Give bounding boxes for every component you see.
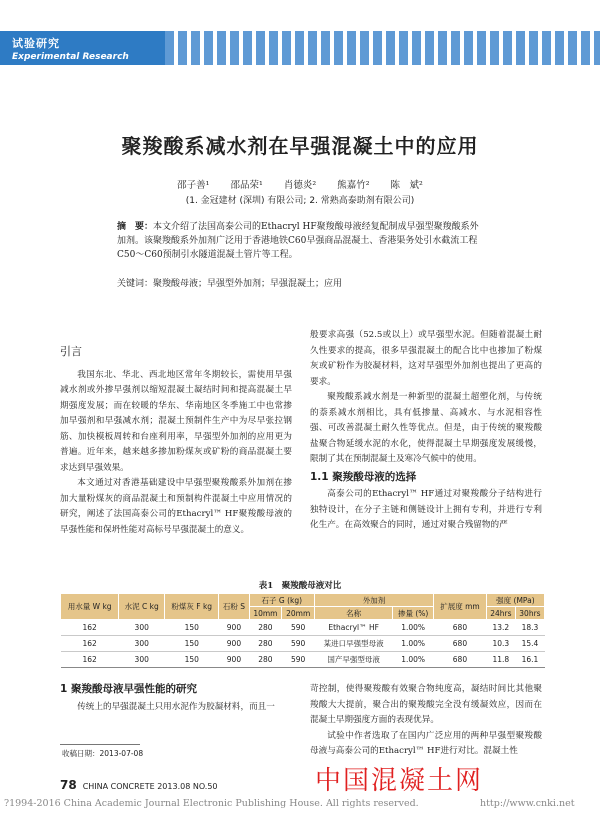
col-header: 用水量 W kg <box>61 594 119 620</box>
cell: 1.00% <box>393 620 434 636</box>
section-label-cn: 试验研究 <box>12 37 60 50</box>
cell: 590 <box>282 636 315 652</box>
keywords-label: 关键词： <box>117 279 154 289</box>
cell: 10.3 <box>486 636 515 652</box>
paragraph: 我国东北、华北、西北地区常年冬期较长，需使用早强减水剂或外掺早强剂以缩短混凝土凝结时间和提高混凝土早期强度发展；而在较暖的华东、华南地区冬季施工中也常掺加早强剂和早强减水剂；混凝土预制件生产中为尽早张拉钢筋、加快模板周转和台座利用率，早强型外加剂的应用更为普遍。近年来，越来越多掺加粉煤灰或矿粉的商品混凝土要求达到早强效果。 <box>60 369 292 473</box>
cell: 11.8 <box>486 652 515 668</box>
page-number: 78 <box>60 778 77 792</box>
cell: 300 <box>119 636 165 652</box>
copyright-url: http://www.cnki.net <box>480 798 575 809</box>
site-watermark: 中国混凝土网 <box>315 766 484 796</box>
paragraph: 本文通过对香港基础建设中早强型聚羧酸系外加剂在掺加大量粉煤灰的商品混凝土和预制构件混凝土中应用情况的研究，阐述了法国高泰公司的Ethacryl™ HF聚羧酸母液的早强性能和保坍性能对高标号早强混凝土的意义。 <box>60 478 292 535</box>
cell: 900 <box>219 620 249 636</box>
journal-info: CHINA CONCRETE 2013.08 NO.50 <box>82 782 218 791</box>
col-subheader: 30hrs <box>515 607 544 620</box>
table-row <box>61 652 545 668</box>
section-label-en: Experimental Research <box>12 52 129 62</box>
section-heading-1: 1 聚羧酸母液早强性能的研究 <box>60 683 197 695</box>
col-subheader: 10mm <box>249 607 282 620</box>
keywords <box>117 276 487 289</box>
abstract-text: 本文介绍了法国高泰公司的Ethacryl HF聚羧酸母液经复配制成早强型聚羧酸系外加剂。该聚羧酸系外加剂广泛用于香港地铁C60早强商品混凝土、香港渠务处引水截流工程C50～C60预制引水隧道混凝土管片等工程。 <box>117 222 479 260</box>
right-column <box>310 328 542 534</box>
paragraph: 试验中作者选取了在国内广泛应用的两种早强型聚羧酸母液与高泰公司的Ethacryl™ HF进行对比。混凝土性 <box>310 730 542 756</box>
cell: 162 <box>61 652 119 668</box>
paragraph: 苛控制，使得聚羧酸有效聚合物纯度高，凝结时间比其他聚羧酸大大提前，聚合出的聚羧酸完全没有缓凝效应，因而在混凝土早期强度方面的表现优异。 <box>310 684 542 725</box>
table-caption: 表1 聚羧酸母液对比 <box>258 581 342 591</box>
paper-title: 聚羧酸系减水剂在早强混凝土中的应用 <box>121 134 479 158</box>
col-subheader: 掺量 (%) <box>393 607 434 620</box>
paragraph: 传统上的早强混凝土只用水泥作为胶凝材料，而且一 <box>77 701 275 712</box>
copyright-notice: ?1994-2016 China Academic Journal Electronic Publishing House. All rights reserved. <box>4 798 419 809</box>
cell: 18.3 <box>515 620 544 636</box>
cell: 680 <box>434 620 487 636</box>
table-row <box>61 620 545 636</box>
col-subheader: 20mm <box>282 607 315 620</box>
col-header: 扩展度 mm <box>434 594 487 620</box>
cell: 900 <box>219 652 249 668</box>
cell: 162 <box>61 620 119 636</box>
col-subheader: 名称 <box>315 607 393 620</box>
abstract-label: 摘 要： <box>117 222 154 232</box>
cell: 680 <box>434 652 487 668</box>
author: 熊嘉竹² <box>337 180 370 191</box>
col-header: 外加剂 <box>315 594 434 607</box>
paragraph: 般要求高强（52.5或以上）或早强型水泥。但随着混凝土耐久性要求的提高，很多早强混凝土的配合比中也掺加了粉煤灰或矿粉作为胶凝材料，这对早强型外加剂也提出了更高的要求。 <box>310 330 542 387</box>
col-header: 强度 (MPa) <box>486 594 544 607</box>
col-header: 粉煤灰 F kg <box>165 594 219 620</box>
mix-comparison-table <box>60 593 545 668</box>
col-header: 石子 G (kg) <box>249 594 315 607</box>
right-column-lower <box>310 682 542 760</box>
cell: 150 <box>165 620 219 636</box>
page-footer <box>60 778 218 792</box>
cell: 162 <box>61 636 119 652</box>
cell: 国产早强型母液 <box>315 652 393 668</box>
abstract <box>117 220 487 262</box>
cell: 1.00% <box>393 652 434 668</box>
cell: 300 <box>119 620 165 636</box>
cell: 16.1 <box>515 652 544 668</box>
paragraph: 高泰公司的Ethacryl™ HF通过对聚羧酸分子结构进行独特设计，在分子主链和侧链设计上拥有专利，并进行专利化生产。在高效聚合的同时，通过对聚合残留物的严 <box>310 489 542 530</box>
author: 肖德炎² <box>283 180 317 191</box>
cell: 1.00% <box>393 636 434 652</box>
author: 邵子善¹ <box>177 180 210 191</box>
author: 陈 斌² <box>390 180 423 191</box>
cell: 680 <box>434 636 487 652</box>
left-column-lower <box>60 680 292 715</box>
col-header: 石粉 S <box>219 594 249 620</box>
cell: 150 <box>165 652 219 668</box>
paragraph: 聚羧酸系减水剂是一种新型的混凝土超塑化剂，与传统的萘系减水剂相比，具有低掺量、高减水、与水泥相容性强、可改善混凝土耐久性等优点。但是，由于传统的聚羧酸盐聚合物延缓水泥的水化，使得混凝土早期强度发展缓慢，限制了其在预制混凝土及寒冷气候中的使用。 <box>310 392 542 464</box>
cell: 15.4 <box>515 636 544 652</box>
cell: 13.2 <box>486 620 515 636</box>
col-subheader: 24hrs <box>486 607 515 620</box>
received-date: 收稿日期：2013-07-08 <box>62 749 144 758</box>
cell: 590 <box>282 652 315 668</box>
table-row <box>61 636 545 652</box>
section-header <box>12 35 129 62</box>
cell: 280 <box>249 652 282 668</box>
keywords-text: 聚羧酸母液；早强型外加剂；早强混凝土；应用 <box>153 279 343 289</box>
cell: 某进口早强型母液 <box>315 636 393 652</box>
section-heading-intro: 引言 <box>60 345 82 358</box>
cell: 590 <box>282 620 315 636</box>
left-column <box>60 340 292 538</box>
cell: 300 <box>119 652 165 668</box>
cell: Ethacryl™ HF <box>315 620 393 636</box>
section-heading-1-1: 1.1 聚羧酸母液的选择 <box>310 470 417 483</box>
affiliation: (1. 金冠建材 (深圳) 有限公司; 2. 常熟高泰助剂有限公司) <box>185 196 415 206</box>
author: 邵品荣¹ <box>230 180 263 191</box>
cell: 280 <box>249 620 282 636</box>
cell: 150 <box>165 636 219 652</box>
author-list <box>0 177 600 191</box>
header-stripes <box>165 31 600 65</box>
cell: 900 <box>219 636 249 652</box>
footnote-rule <box>60 744 140 745</box>
col-header: 水泥 C kg <box>119 594 165 620</box>
cell: 280 <box>249 636 282 652</box>
